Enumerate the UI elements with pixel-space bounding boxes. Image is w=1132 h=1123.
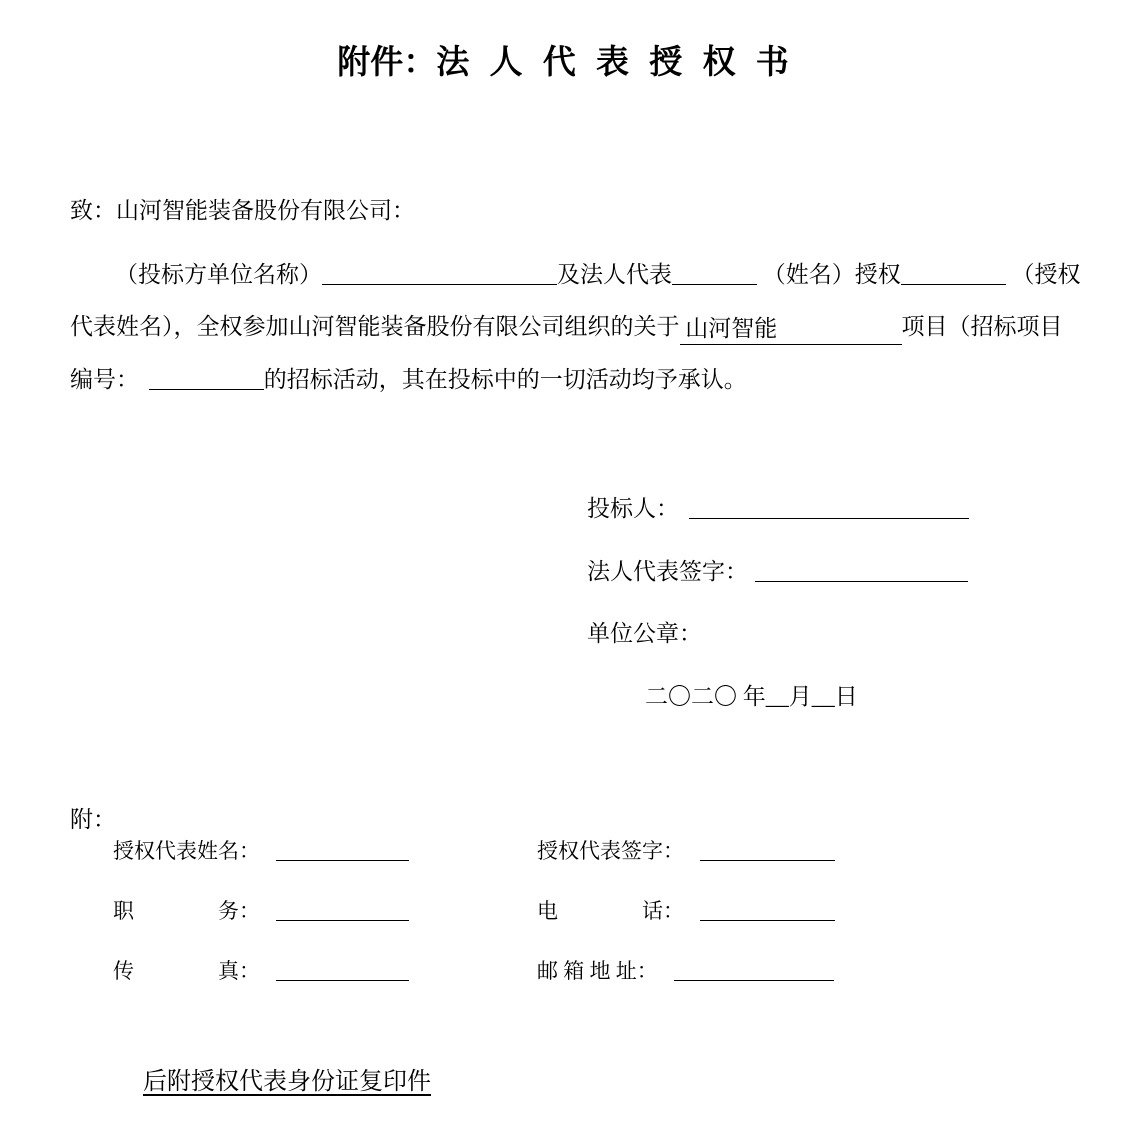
fax-label: 传 真： <box>113 959 260 983</box>
text-segment: （授权 <box>1005 262 1081 287</box>
bidder-label: 投标人： <box>587 496 679 521</box>
company-seal-row <box>587 619 702 649</box>
text-segment: （姓名）授权 <box>757 262 901 287</box>
text-segment: 代表姓名），全权参加山河智能装备股份有限公司组织的关于 <box>70 314 680 339</box>
blank-bidder-company-name[interactable] <box>322 284 557 285</box>
phone-field <box>537 897 835 925</box>
position-field <box>113 897 537 925</box>
email-address-label: 邮 箱 地 址： <box>537 959 658 983</box>
text-segment: 及法人代表 <box>557 262 672 287</box>
body-paragraph <box>70 260 1130 417</box>
attachment-row-3 <box>113 957 834 985</box>
rep-name-label: 授权代表姓名： <box>113 839 260 863</box>
blank-authorized-person-name[interactable] <box>901 284 1006 285</box>
fax-field <box>113 957 537 985</box>
attachment-row-1 <box>113 837 835 865</box>
blank-legal-rep-signature[interactable] <box>755 581 968 582</box>
blank-email-address[interactable] <box>674 980 834 981</box>
blank-phone[interactable] <box>700 920 835 921</box>
attachment-heading: 附： <box>70 807 116 832</box>
paragraph-line-1 <box>70 260 1130 290</box>
attachment-row-2 <box>113 897 835 925</box>
position-label: 职 务： <box>113 899 260 923</box>
title-prefix: 附件： <box>337 45 437 81</box>
legal-rep-signature-row <box>587 557 968 587</box>
id-copy-note: 后附授权代表身份证复印件 <box>143 1069 431 1095</box>
phone-label: 电 话： <box>537 899 684 923</box>
blank-rep-signature[interactable] <box>700 860 835 861</box>
paragraph-line-3 <box>70 365 1130 395</box>
bidder-signature-row <box>587 494 969 524</box>
text-segment: 的招标活动，其在投标中的一切活动均予承认。 <box>263 367 747 392</box>
blank-project-name[interactable]: 山河智能 <box>680 314 902 345</box>
salutation-line: 致：山河智能装备股份有限公司： <box>70 198 415 223</box>
blank-rep-name[interactable] <box>276 860 409 861</box>
text-segment: 项目（招标项目 <box>901 314 1063 339</box>
date-line: 二〇二〇 年__月__日 <box>645 684 858 709</box>
company-seal-label: 单位公章： <box>587 621 702 646</box>
blank-tender-project-number[interactable] <box>149 389 264 390</box>
text-segment: 编号： <box>70 367 145 392</box>
legal-rep-label: 法人代表签字： <box>587 559 748 584</box>
paragraph-line-2 <box>70 312 1130 343</box>
rep-name-field <box>113 837 537 865</box>
blank-fax[interactable] <box>276 980 409 981</box>
blank-legal-representative-name[interactable] <box>672 284 757 285</box>
rep-signature-field <box>537 837 835 865</box>
blank-position[interactable] <box>276 920 409 921</box>
blank-bidder-signature[interactable] <box>689 518 969 519</box>
text-segment: （投标方单位名称） <box>115 262 322 287</box>
page-title <box>0 36 1132 83</box>
title-text: 法 人 代 表 授 权 书 <box>436 45 795 81</box>
email-address-field <box>537 957 834 985</box>
rep-signature-label: 授权代表签字： <box>537 839 684 863</box>
